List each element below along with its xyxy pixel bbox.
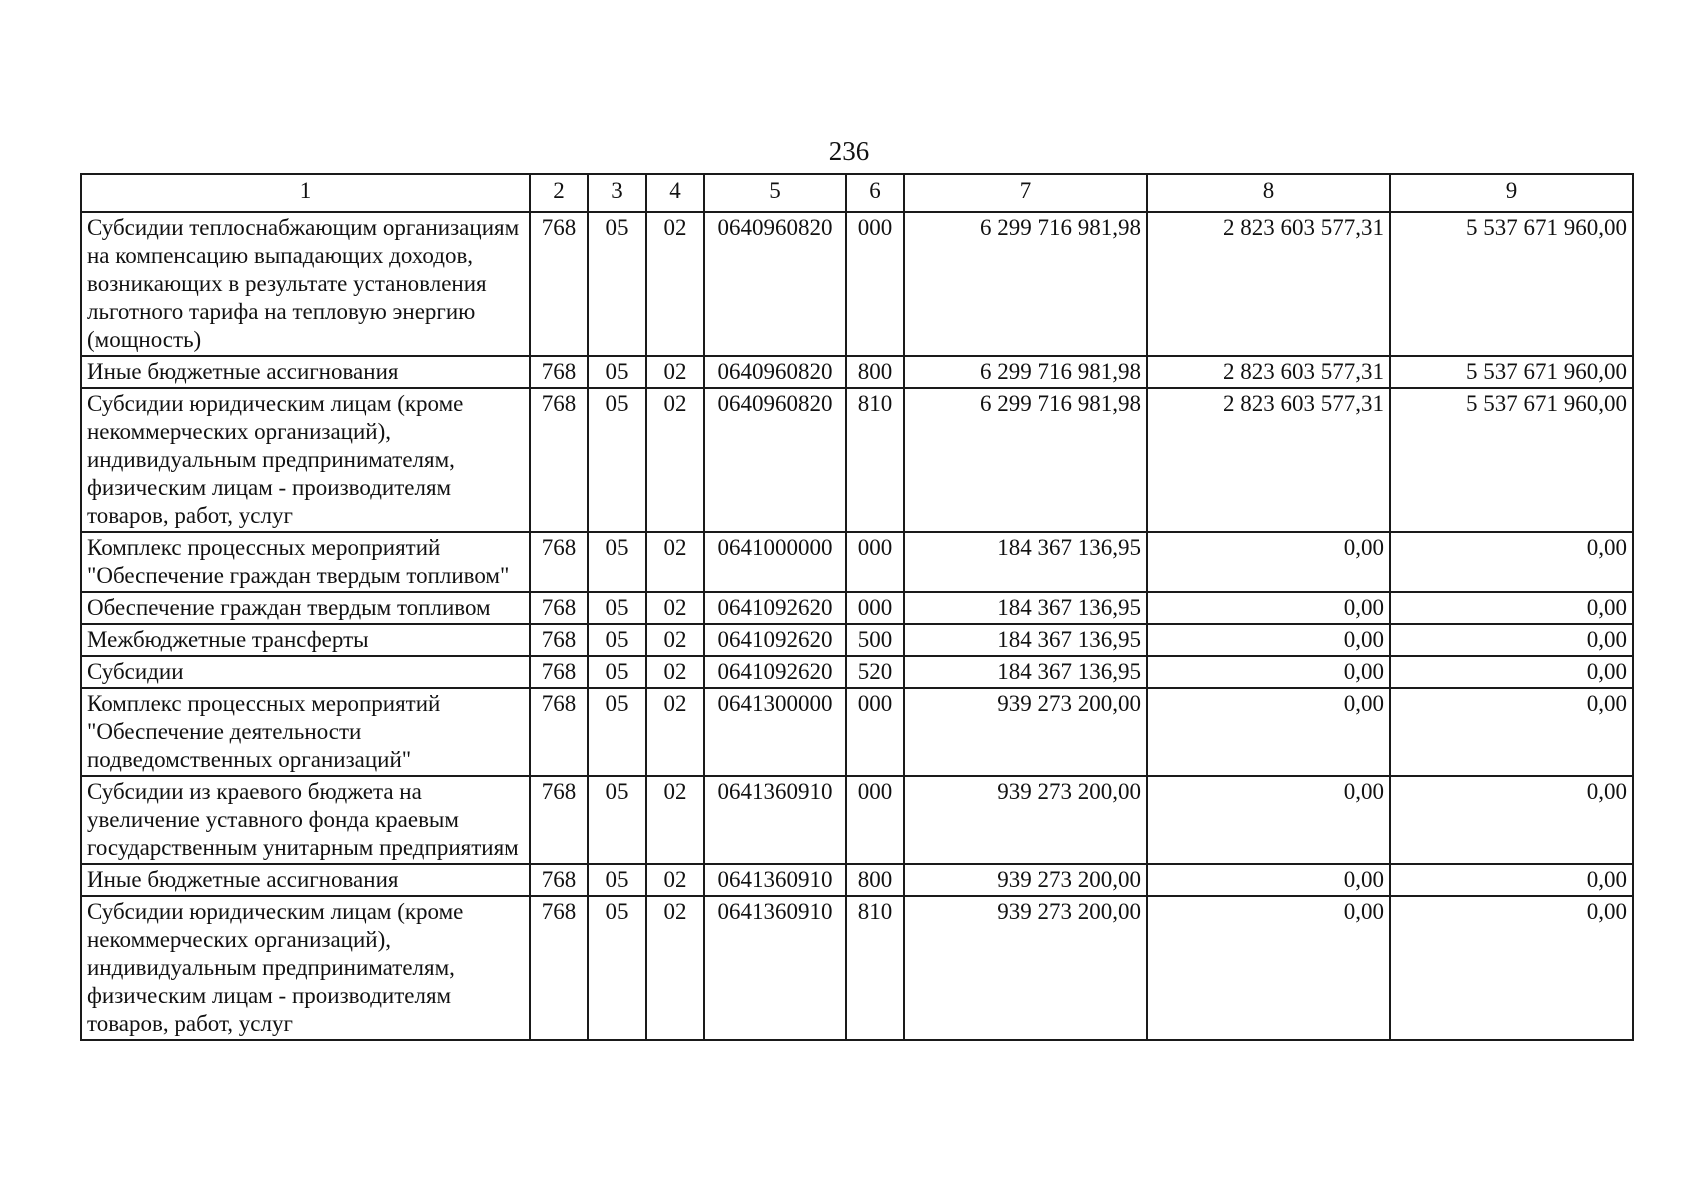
row-name: Комплекс процессных мероприятий "Обеспечение граждан твердым топливом" — [81, 532, 530, 592]
table-row — [81, 776, 1633, 864]
budget-table — [80, 173, 1634, 1041]
section-code: 05 — [588, 864, 646, 896]
amount-col-8: 0,00 — [1147, 896, 1390, 1040]
table-row — [81, 688, 1633, 776]
column-header-5: 5 — [704, 174, 846, 212]
amount-col-9: 0,00 — [1390, 592, 1633, 624]
amount-col-9: 0,00 — [1390, 532, 1633, 592]
row-name: Субсидии теплоснабжающим организациям на компенсацию выпадающих доходов, возникающих в результате установления льготного тарифа на тепловую энергию (мощность) — [81, 212, 530, 356]
row-name: Субсидии юридическим лицам (кроме некоммерческих организаций), индивидуальным предпринимателям, физическим лицам - производителям товаров, работ, услуг — [81, 896, 530, 1040]
table-row — [81, 896, 1633, 1040]
amount-col-8: 0,00 — [1147, 688, 1390, 776]
amount-col-7: 184 367 136,95 — [904, 656, 1147, 688]
row-name: Иные бюджетные ассигнования — [81, 356, 530, 388]
amount-col-9: 5 537 671 960,00 — [1390, 356, 1633, 388]
table-row — [81, 388, 1633, 532]
ministry-code: 768 — [530, 356, 588, 388]
section-code: 05 — [588, 212, 646, 356]
column-header-4: 4 — [646, 174, 704, 212]
ministry-code: 768 — [530, 212, 588, 356]
row-name: Межбюджетные трансферты — [81, 624, 530, 656]
amount-col-7: 184 367 136,95 — [904, 624, 1147, 656]
amount-col-7: 184 367 136,95 — [904, 532, 1147, 592]
row-name: Субсидии из краевого бюджета на увеличение уставного фонда краевым государственным унитарным предприятиям — [81, 776, 530, 864]
subsection-code: 02 — [646, 624, 704, 656]
ministry-code: 768 — [530, 688, 588, 776]
section-code: 05 — [588, 896, 646, 1040]
amount-col-8: 0,00 — [1147, 592, 1390, 624]
target-code: 0641360910 — [704, 864, 846, 896]
expense-type-code: 000 — [846, 688, 904, 776]
amount-col-9: 5 537 671 960,00 — [1390, 388, 1633, 532]
amount-col-9: 0,00 — [1390, 656, 1633, 688]
subsection-code: 02 — [646, 212, 704, 356]
column-header-3: 3 — [588, 174, 646, 212]
subsection-code: 02 — [646, 776, 704, 864]
amount-col-7: 184 367 136,95 — [904, 592, 1147, 624]
amount-col-7: 6 299 716 981,98 — [904, 356, 1147, 388]
target-code: 0641300000 — [704, 688, 846, 776]
table-row — [81, 212, 1633, 356]
expense-type-code: 810 — [846, 388, 904, 532]
amount-col-8: 0,00 — [1147, 532, 1390, 592]
amount-col-8: 0,00 — [1147, 776, 1390, 864]
section-code: 05 — [588, 532, 646, 592]
target-code: 0640960820 — [704, 356, 846, 388]
amount-col-9: 0,00 — [1390, 776, 1633, 864]
amount-col-9: 0,00 — [1390, 624, 1633, 656]
target-code: 0641360910 — [704, 776, 846, 864]
section-code: 05 — [588, 656, 646, 688]
target-code: 0640960820 — [704, 388, 846, 532]
table-row — [81, 356, 1633, 388]
subsection-code: 02 — [646, 688, 704, 776]
table-row — [81, 624, 1633, 656]
section-code: 05 — [588, 356, 646, 388]
target-code: 0641092620 — [704, 592, 846, 624]
amount-col-9: 5 537 671 960,00 — [1390, 212, 1633, 356]
column-header-8: 8 — [1147, 174, 1390, 212]
amount-col-8: 0,00 — [1147, 864, 1390, 896]
header-row — [81, 174, 1633, 212]
target-code: 0641000000 — [704, 532, 846, 592]
row-name: Субсидии юридическим лицам (кроме некоммерческих организаций), индивидуальным предпринимателям, физическим лицам - производителям товаров, работ, услуг — [81, 388, 530, 532]
column-header-9: 9 — [1390, 174, 1633, 212]
ministry-code: 768 — [530, 656, 588, 688]
row-name: Субсидии — [81, 656, 530, 688]
section-code: 05 — [588, 388, 646, 532]
section-code: 05 — [588, 592, 646, 624]
column-header-7: 7 — [904, 174, 1147, 212]
expense-type-code: 520 — [846, 656, 904, 688]
expense-type-code: 500 — [846, 624, 904, 656]
table-row — [81, 532, 1633, 592]
amount-col-7: 939 273 200,00 — [904, 776, 1147, 864]
ministry-code: 768 — [530, 624, 588, 656]
section-code: 05 — [588, 776, 646, 864]
amount-col-7: 939 273 200,00 — [904, 896, 1147, 1040]
table-row — [81, 656, 1633, 688]
expense-type-code: 800 — [846, 356, 904, 388]
expense-type-code: 000 — [846, 532, 904, 592]
amount-col-7: 939 273 200,00 — [904, 864, 1147, 896]
row-name: Иные бюджетные ассигнования — [81, 864, 530, 896]
column-header-6: 6 — [846, 174, 904, 212]
amount-col-7: 939 273 200,00 — [904, 688, 1147, 776]
row-name: Обеспечение граждан твердым топливом — [81, 592, 530, 624]
amount-col-8: 2 823 603 577,31 — [1147, 388, 1390, 532]
subsection-code: 02 — [646, 656, 704, 688]
ministry-code: 768 — [530, 864, 588, 896]
column-header-2: 2 — [530, 174, 588, 212]
column-header-1: 1 — [81, 174, 530, 212]
expense-type-code: 000 — [846, 776, 904, 864]
expense-type-code: 810 — [846, 896, 904, 1040]
subsection-code: 02 — [646, 592, 704, 624]
subsection-code: 02 — [646, 356, 704, 388]
ministry-code: 768 — [530, 532, 588, 592]
amount-col-9: 0,00 — [1390, 688, 1633, 776]
ministry-code: 768 — [530, 592, 588, 624]
subsection-code: 02 — [646, 864, 704, 896]
target-code: 0640960820 — [704, 212, 846, 356]
target-code: 0641092620 — [704, 656, 846, 688]
subsection-code: 02 — [646, 388, 704, 532]
amount-col-7: 6 299 716 981,98 — [904, 212, 1147, 356]
amount-col-8: 2 823 603 577,31 — [1147, 212, 1390, 356]
ministry-code: 768 — [530, 776, 588, 864]
table-body — [81, 212, 1633, 1040]
target-code: 0641360910 — [704, 896, 846, 1040]
row-name: Комплекс процессных мероприятий "Обеспечение деятельности подведомственных организаций" — [81, 688, 530, 776]
amount-col-9: 0,00 — [1390, 896, 1633, 1040]
amount-col-7: 6 299 716 981,98 — [904, 388, 1147, 532]
table-row — [81, 592, 1633, 624]
expense-type-code: 000 — [846, 212, 904, 356]
amount-col-8: 0,00 — [1147, 656, 1390, 688]
amount-col-8: 0,00 — [1147, 624, 1390, 656]
amount-col-8: 2 823 603 577,31 — [1147, 356, 1390, 388]
section-code: 05 — [588, 688, 646, 776]
ministry-code: 768 — [530, 388, 588, 532]
expense-type-code: 000 — [846, 592, 904, 624]
expense-type-code: 800 — [846, 864, 904, 896]
ministry-code: 768 — [530, 896, 588, 1040]
section-code: 05 — [588, 624, 646, 656]
subsection-code: 02 — [646, 896, 704, 1040]
page-number: 236 — [828, 136, 870, 166]
table-row — [81, 864, 1633, 896]
amount-col-9: 0,00 — [1390, 864, 1633, 896]
target-code: 0641092620 — [704, 624, 846, 656]
subsection-code: 02 — [646, 532, 704, 592]
